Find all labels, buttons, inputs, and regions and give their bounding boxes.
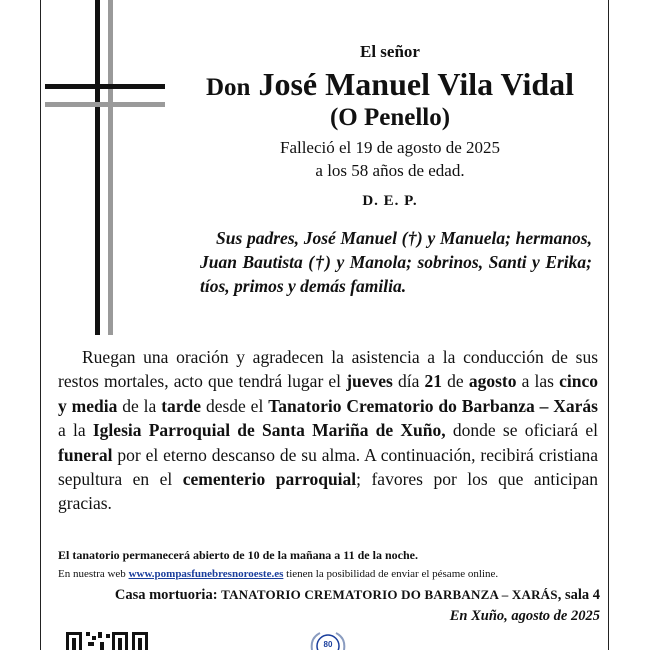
cross-icon — [45, 0, 165, 340]
death-date: Falleció el 19 de agosto de 2025 — [279, 138, 500, 157]
web-note: En nuestra web www.pompasfunebresnoroeste.es tienen la posibilidad de enviar el pésame online. — [58, 568, 499, 580]
family-paragraph: Sus padres, José Manuel (†) y Manuela; hermanos, Juan Bautista (†) y Manola; sobrinos, Santi y Erika; tíos, primos y demás familia. — [200, 228, 592, 296]
ceremony-paragraph: Ruegan una oración y agradecen la asistencia a la conducción de sus restos mortales, acto que tendrá lugar el jueves día 21 de agosto a las cinco y media de la tarde desde el Tanatorio Crematorio do Barbanza – Xarás a la Iglesia Parroquial de Santa Mariña de Xuño, donde se oficiará el funeral por el eterno descanso de su alma. A continuación, recibirá cristiana sepultura en el cementerio parroquial; favores por los que anticipan gracias. — [58, 347, 599, 514]
title-prefix: Don — [205, 74, 251, 101]
name-text: José Manuel Vila Vidal — [258, 66, 575, 102]
anniversary-badge-icon — [306, 630, 350, 650]
place-date: En Xuño, agosto de 2025 — [449, 608, 600, 624]
dep-text: D. E. P. — [362, 193, 418, 209]
deceased-name — [170, 66, 610, 103]
qr-code-icon — [66, 630, 148, 650]
nickname: (O Penello) — [329, 104, 451, 131]
intro-text: El señor — [360, 42, 420, 61]
casa-mortuoria: Casa mortuoria: TANATORIO CREMATORIO DO BARBANZA – XARÁS, sala 4 — [114, 587, 600, 603]
website-link[interactable]: www.pompasfunebresnoroeste.es — [128, 568, 284, 580]
age: a los 58 años de edad. — [315, 161, 465, 180]
hours-note: El tanatorio permanecerá abierto de 10 de la mañana a 11 de la noche. — [58, 548, 418, 562]
badge-number: 80 — [323, 640, 333, 649]
